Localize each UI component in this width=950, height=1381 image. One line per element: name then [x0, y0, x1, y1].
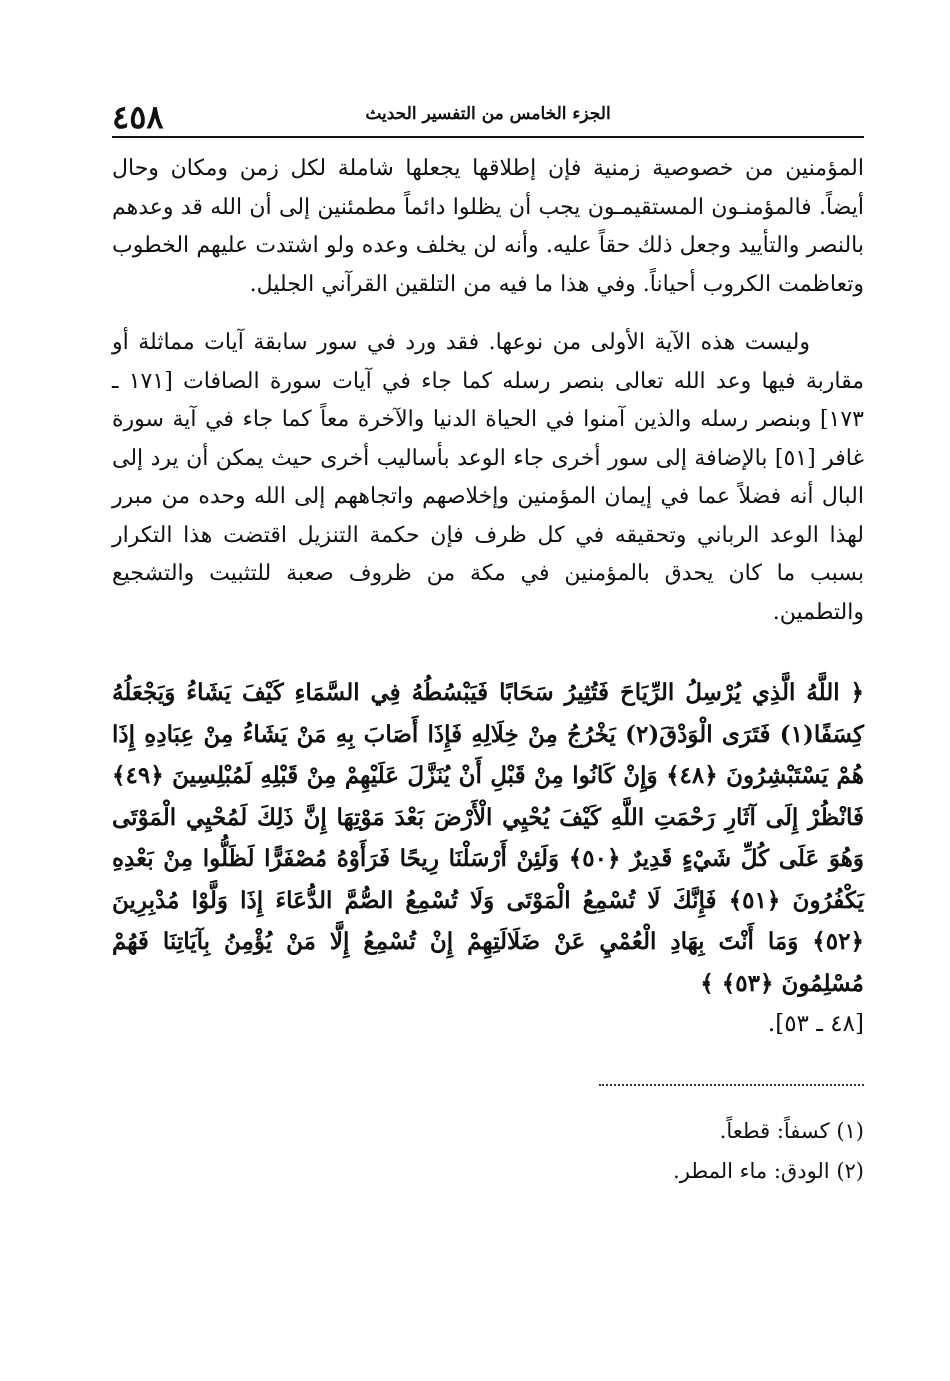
paragraph-1: المؤمنين من خصوصية زمنية فإن إطلاقها يجعلها شاملة لكل زمن ومكان وحال أيضاً. فالمؤمنـون المستقيمـون يجب أن يظلوا دائماً مطمئنين إلى أن الله قد وعدهم بالنصر والتأييد وجعل ذلك حقاً عليه. وأنه لن يخلف وعده ولو اشتدت عليهم الخطوب وتعاظمت الكروب أحياناً. وفي هذا ما فيه من التلقين القرآني الجليل.	[112, 156, 864, 297]
verse-reference: [٤٨ ـ ٥٣].	[767, 1011, 864, 1037]
quran-verse-block	[112, 672, 864, 1046]
paragraph-2: وليست هذه الآية الأولى من نوعها. فقد ورد في سور سابقة آيات مماثلة أو مقاربة فيها وعد الله تعالى بنصر رسله كما جاء في آيات سورة الصافات [١٧١ ـ ١٧٣] وبنصر رسله والذين آمنوا في الحياة الدنيا والآخرة معاً كما جاء في آية سورة غافر [٥١] بالإضافة إلى سور أخرى جاء الوعد بأساليب أخرى حيث يمكن أن يرد إلى البال أنه فضلاً عما في إيمان المؤمنين وإخلاصهم واتجاههم إلى الله وحده من مبرر لهذا الوعد الرباني وتحقيقه في كل ظرف فإن حكمة التنزيل اقتضت هذا التكرار بسبب ما كان يحدق بالمؤمنين في مكة من ظروف صعبة للتثبيت والتشجيع والتطمين.	[112, 330, 864, 625]
quran-verse-text: ﴿ اللَّهُ الَّذِي يُرْسِلُ الرِّيَاحَ فَتُثِيرُ سَحَابًا فَيَبْسُطُهُ فِي السَّمَاءِ كَيْفَ يَشَاءُ وَيَجْعَلُهُ كِسَفًا(١) فَتَرَى الْوَدْقَ(٢) يَخْرُجُ مِنْ خِلَالِهِ فَإِذَا أَصَابَ بِهِ مَنْ يَشَاءُ مِنْ عِبَادِهِ إِذَا هُمْ يَسْتَبْشِرُونَ ﴿٤٨﴾ وَإِنْ كَانُوا مِنْ قَبْلِ أَنْ يُنَزَّلَ عَلَيْهِمْ مِنْ قَبْلِهِ لَمُبْلِسِينَ ﴿٤٩﴾ فَانْظُرْ إِلَى آثَارِ رَحْمَتِ اللَّهِ كَيْفَ يُحْيِي الْأَرْضَ بَعْدَ مَوْتِهَا إِنَّ ذَلِكَ لَمُحْيِي الْمَوْتَى وَهُوَ عَلَى كُلِّ شَيْءٍ قَدِيرٌ ﴿٥٠﴾ وَلَئِنْ أَرْسَلْنَا رِيحًا فَرَأَوْهُ مُصْفَرًّا لَظَلُّوا مِنْ بَعْدِهِ يَكْفُرُونَ ﴿٥١﴾ فَإِنَّكَ لَا تُسْمِعُ الْمَوْتَى وَلَا تُسْمِعُ الصُّمَّ الدُّعَاءَ إِذَا وَلَّوْا مُدْبِرِينَ ﴿٥٢﴾ وَمَا أَنْتَ بِهَادِ الْعُمْيِ عَنْ ضَلَالَتِهِمْ إِنْ تُسْمِعُ إِلَّا مَنْ يُؤْمِنُ بِآيَاتِنَا فَهُمْ مُسْلِمُونَ ﴿٥٣﴾ ﴾	[112, 679, 864, 997]
body-text	[112, 150, 864, 632]
footnotes	[112, 1111, 864, 1191]
footnote-separator	[599, 1084, 864, 1087]
running-title: الجزء الخامس من التفسير الحديث	[365, 104, 611, 124]
page-number: ٤٥٨	[112, 98, 164, 136]
document-page	[112, 92, 864, 1342]
footnote-1: (١) كسفاً: قطعاً.	[719, 1118, 864, 1143]
page-header	[112, 92, 864, 138]
footnote-2: (٢) الودق: ماء المطر.	[673, 1158, 864, 1183]
